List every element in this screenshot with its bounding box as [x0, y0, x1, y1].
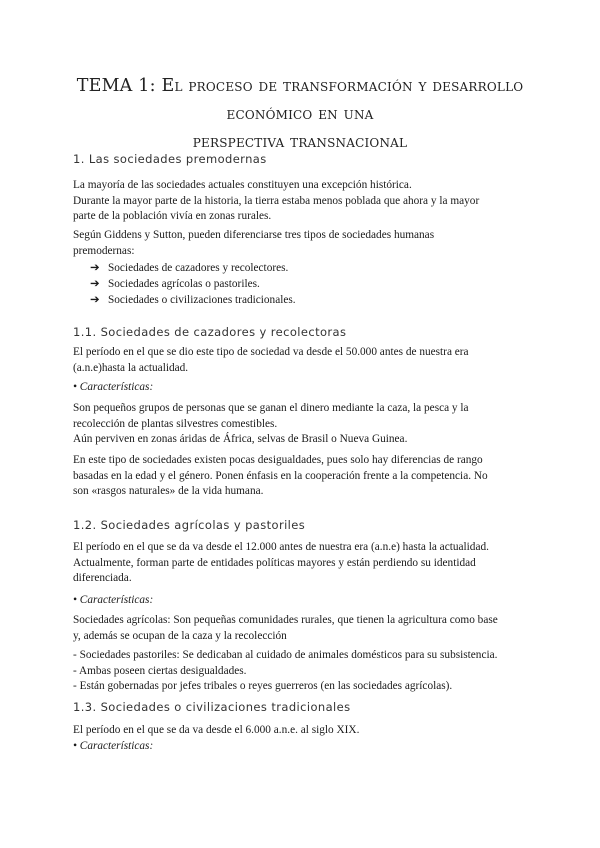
text-line: El período en el que se dio este tipo de sociedad va desde el 50.000 antes de nuestra era	[73, 346, 469, 358]
section-1-3-characteristics-label: • Características:	[73, 740, 154, 752]
text-line: y, además se ocupan de la caza y la recolección	[73, 629, 287, 642]
section-1-1-paragraph-3	[73, 453, 543, 500]
text-line: En este tipo de sociedades existen pocas desigualdades, pues solo hay diferencias de rango	[73, 454, 483, 466]
text-line: premodernas:	[73, 244, 135, 257]
arrow-bullet-icon: ➔	[90, 262, 100, 274]
text-line: diferenciada.	[73, 572, 132, 584]
text-line: - Sociedades pastoriles: Se dedicaban al cuidado de animales domésticos para su subsistencia.	[73, 649, 498, 661]
list-item	[90, 277, 260, 293]
text-line: parte de la población vivía en zonas rurales.	[73, 210, 272, 222]
title-line-1: TEMA 1: El proceso de transformación y desarrollo económico en una	[76, 76, 524, 124]
title-line-2: perspectiva transnacional	[192, 132, 408, 152]
section-1-2-paragraph-2	[73, 613, 543, 644]
text-line: Son pequeños grupos de personas que se ganan el dinero mediante la caza, la pesca y la	[73, 402, 469, 414]
section-1-2-characteristics-label: • Características:	[73, 594, 154, 606]
section-1-paragraph-1	[73, 178, 543, 225]
arrow-bullet-icon: ➔	[90, 294, 100, 306]
text-line: La mayoría de las sociedades actuales constituyen una excepción histórica.	[73, 179, 412, 191]
list-item-text: Sociedades o civilizaciones tradicionales.	[108, 294, 296, 306]
arrow-bullet-icon: ➔	[90, 278, 100, 290]
list-item	[90, 261, 288, 277]
text-line: (a.n.e)hasta la actualidad.	[73, 361, 189, 374]
section-1-2-heading: 1.2. Sociedades agrícolas y pastoriles	[73, 518, 306, 532]
list-item-text: Sociedades agrícolas o pastoriles.	[108, 278, 260, 290]
list-item-text: Sociedades de cazadores y recolectores.	[108, 262, 289, 274]
section-1-2-paragraph-3	[73, 648, 543, 695]
text-line: Durante la mayor parte de la historia, la tierra estaba menos poblada que ahora y la mayor	[73, 194, 480, 207]
section-1-1-heading: 1.1. Sociedades de cazadores y recolectoras	[73, 325, 347, 339]
section-1-1-paragraph-2	[73, 401, 543, 448]
text-line: Sociedades agrícolas: Son pequeñas comunidades rurales, que tienen la agricultura como base	[73, 614, 498, 626]
section-1-heading: 1. Las sociedades premodernas	[73, 152, 267, 166]
text-line: recolección de plantas silvestres comestibles.	[73, 417, 278, 430]
text-line: Aún perviven en zonas áridas de África, selvas de Brasil o Nueva Guinea.	[73, 433, 408, 445]
text-line: El período en el que se da va desde el 6.000 a.n.e. al siglo XIX.	[73, 724, 360, 736]
section-1-3-heading: 1.3. Sociedades o civilizaciones tradicionales	[73, 700, 351, 714]
text-line: Actualmente, forman parte de entidades políticas mayores y están perdiendo su identidad	[73, 556, 476, 569]
text-line: - Ambas poseen ciertas desigualdades.	[73, 664, 247, 677]
text-line: El período en el que se da va desde el 12.000 antes de nuestra era (a.n.e) hasta la actualidad.	[73, 541, 489, 553]
section-1-3-paragraph-1	[73, 723, 543, 739]
section-1-1-characteristics-label: • Características:	[73, 381, 154, 393]
section-1-2-paragraph-1	[73, 540, 543, 587]
text-line: son «rasgos naturales» de la vida humana.	[73, 485, 264, 497]
section-1-paragraph-2	[73, 228, 543, 259]
list-item	[90, 293, 296, 309]
text-line: basadas en la edad y el género. Ponen énfasis en la cooperación frente a la competencia. No	[73, 469, 488, 482]
text-line: Según Giddens y Sutton, pueden diferenciarse tres tipos de sociedades humanas	[73, 229, 435, 241]
section-1-1-paragraph-1	[73, 345, 543, 376]
document-title	[40, 72, 560, 156]
text-line: - Están gobernadas por jefes tribales o reyes guerreros (en las sociedades agrícolas).	[73, 680, 453, 692]
